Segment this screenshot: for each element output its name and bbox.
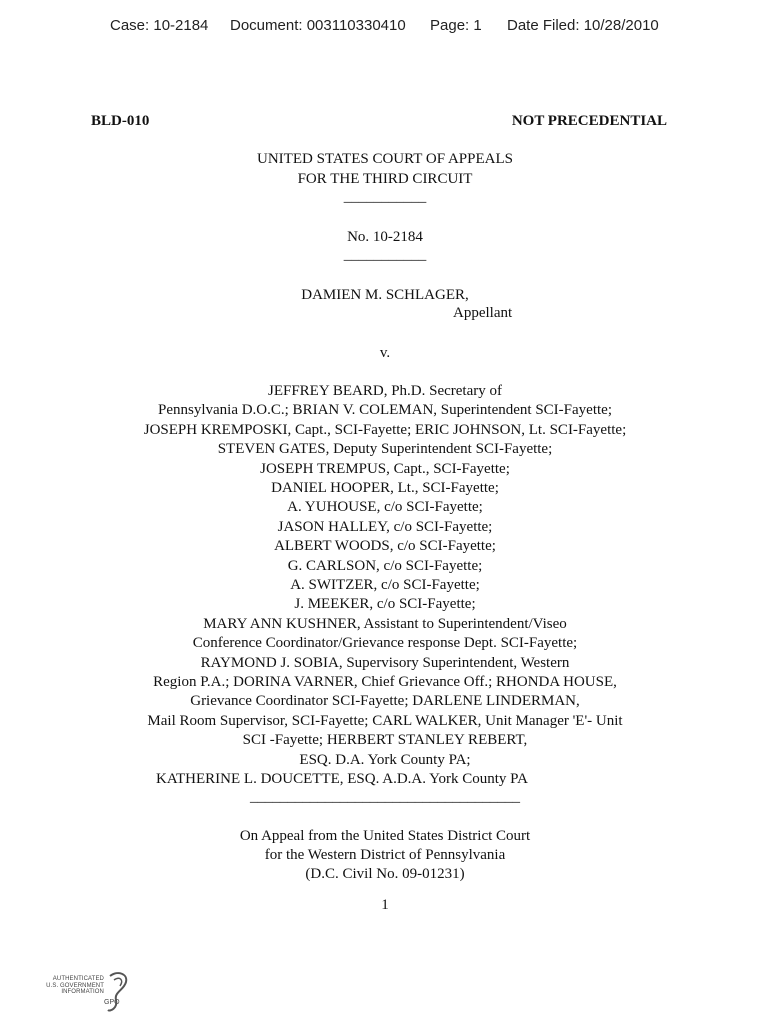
- defendant-line: STEVEN GATES, Deputy Superintendent SCI-Fayette;: [217, 441, 553, 458]
- eagle-icon: [106, 970, 130, 1014]
- appellant-role: Appellant: [453, 305, 513, 321]
- defendant-line: Grievance Coordinator SCI-Fayette; DARLENE LINDERMAN,: [190, 693, 580, 710]
- court-name-line2: FOR THE THIRD CIRCUIT: [297, 171, 473, 187]
- appellant-name: DAMIEN M. SCHLAGER,: [301, 287, 469, 303]
- court-rule-1: ___________: [343, 189, 427, 205]
- appeal-line3: (D.C. Civil No. 09-01231): [305, 866, 465, 882]
- defendant-line: JEFFREY BEARD, Ph.D. Secretary of: [267, 383, 503, 399]
- gpo-logo-text: [44, 976, 104, 996]
- document-header: [0, 17, 770, 37]
- appeal-line1: On Appeal from the United States District Court: [239, 828, 531, 844]
- document-codes: [0, 113, 770, 133]
- defendant-line: ESQ. D.A. York County PA;: [299, 751, 471, 768]
- case-number: No. 10-2184: [347, 229, 423, 245]
- versus: v.: [379, 345, 391, 361]
- logo-text-line: INFORMATION: [61, 989, 104, 995]
- defendant-line: JOSEPH TREMPUS, Capt., SCI-Fayette;: [260, 460, 510, 477]
- header-document: Document: 003110330410: [230, 17, 406, 34]
- page-number: 1: [381, 897, 389, 913]
- precedential-status: NOT PRECEDENTIAL: [511, 113, 667, 129]
- logo-text-line: U.S. GOVERNMENT: [46, 982, 104, 989]
- gpo-brand: GPO: [104, 999, 120, 1006]
- defendant-line: RAYMOND J. SOBIA, Supervisory Superintendent, Western: [200, 654, 570, 671]
- caption-separator: ____________________________________: [250, 789, 520, 805]
- appeal-line2: for the Western District of Pennsylvania: [264, 847, 506, 863]
- defendant-line: J. MEEKER, c/o SCI-Fayette;: [294, 596, 476, 613]
- court-rule-2: ___________: [343, 247, 427, 263]
- header-date-filed: Date Filed: 10/28/2010: [507, 17, 659, 34]
- defendant-line: ALBERT WOODS, c/o SCI-Fayette;: [274, 538, 496, 555]
- header-page: Page: 1: [430, 17, 482, 34]
- defendant-line: Pennsylvania D.O.C.; BRIAN V. COLEMAN, Superintendent SCI-Fayette;: [157, 402, 612, 419]
- defendant-line: G. CARLSON, c/o SCI-Fayette;: [287, 557, 483, 574]
- defendant-line: JOSEPH KREMPOSKI, Capt., SCI-Fayette; ERIC JOHNSON, Lt. SCI-Fayette;: [143, 421, 627, 438]
- defendant-line: Mail Room Supervisor, SCI-Fayette; CARL WALKER, Unit Manager 'E'- Unit: [147, 712, 623, 729]
- docket-code: BLD-010: [91, 113, 150, 129]
- defendant-line: SCI -Fayette; HERBERT STANLEY REBERT,: [242, 732, 528, 749]
- header-case: Case: 10-2184: [110, 17, 209, 34]
- gpo-authentication-logo: [44, 968, 130, 1016]
- defendant-line: MARY ANN KUSHNER, Assistant to Superintendent/Viseo: [203, 615, 567, 632]
- court-name-line1: UNITED STATES COURT OF APPEALS: [257, 151, 513, 167]
- defendant-line: DANIEL HOOPER, Lt., SCI-Fayette;: [271, 480, 499, 496]
- defendant-line: Conference Coordinator/Grievance response Dept. SCI-Fayette;: [192, 635, 578, 652]
- defendant-line: JASON HALLEY, c/o SCI-Fayette;: [277, 518, 493, 535]
- defendant-line: A. SWITZER, c/o SCI-Fayette;: [290, 577, 480, 593]
- defendant-line: A. YUHOUSE, c/o SCI-Fayette;: [287, 499, 483, 516]
- defendant-line: Region P.A.; DORINA VARNER, Chief Grievance Off.; RHONDA HOUSE,: [153, 674, 617, 690]
- defendant-line: KATHERINE L. DOUCETTE, ESQ. A.D.A. York County PA: [156, 771, 528, 787]
- logo-text-line: AUTHENTICATED: [52, 976, 104, 982]
